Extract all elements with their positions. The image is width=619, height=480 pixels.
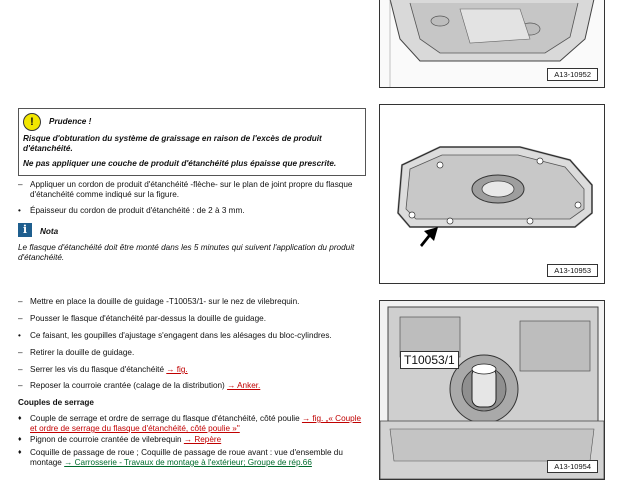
figure-label-top: A13-10952 [547, 68, 598, 81]
figure-a13-10953 [379, 104, 605, 284]
link-fig[interactable]: → fig. [166, 365, 188, 374]
link-carrosserie[interactable]: → Carrosserie - Travaux de montage à l'extérieur; Groupe de rép.66 [64, 458, 312, 467]
torque-item-wheelhousing [30, 448, 365, 468]
torque-item-flange-text: Couple de serrage et ordre de serrage du flasque d'étanchéité, côté poulie [30, 414, 300, 423]
nota-text: Le flasque d'étanchéité doit être monté dans les 5 minutes qui suivent l'application du produit d'étanchéité. [18, 243, 355, 262]
tool-label: T10053/1 [400, 351, 459, 369]
torque-heading: Couples de serrage [18, 398, 94, 407]
torque-item-sprocket-text: Pignon de courroie crantée de vilebrequin [30, 435, 182, 444]
step-refit-belt [30, 381, 360, 391]
figure-label-mid: A13-10953 [547, 264, 598, 277]
torque-item-flange [30, 414, 365, 434]
figure-a13-10952 [379, 0, 605, 88]
step-push-flange: – Pousser le flasque d'étanchéité par-dessus la douille de guidage. [30, 314, 360, 324]
figure-label-bot: A13-10954 [547, 460, 598, 473]
caution-box [18, 108, 366, 176]
bead-thickness: • Épaisseur du cordon de produit d'étanchéité : de 2 à 3 mm. [30, 206, 360, 216]
step-guide-sleeve: – Mettre en place la douille de guidage -T10053/1- sur le nez de vilebrequin. [30, 297, 360, 307]
step-dowel-pins: • Ce faisant, les goupilles d'ajustage s'engagent dans les alésages du bloc-cylindres. [30, 331, 360, 341]
warning-icon: ! [23, 113, 41, 131]
caution-text-2: Ne pas appliquer une couche de produit d'étanchéité plus épaisse que prescrite. [23, 159, 337, 168]
step-tighten-text: Serrer les vis du flasque d'étanchéité [30, 365, 165, 374]
sealing-flange-illustration [380, 105, 604, 283]
step-apply-bead: – Appliquer un cordon de produit d'étanchéité -flèche- sur le plan de joint propre du flasque d'étanchéité comme indiqué sur la figure. [30, 180, 360, 200]
step-remove-sleeve: – Retirer la douille de guidage. [30, 348, 360, 358]
torque-item-wheelhousing-text: Coquille de passage de roue ; Coquille de passage de roue avant : vue d'ensemble du montage [30, 448, 343, 467]
caution-title: Prudence ! [49, 117, 92, 126]
engine-block-illustration [380, 301, 604, 479]
figure-a13-10954 [379, 300, 605, 480]
torque-item-sprocket [30, 435, 365, 445]
arrow-marker-icon [418, 225, 440, 247]
step-refit-text: Reposer la courroie crantée (calage de la distribution) [30, 381, 225, 390]
nota-title: Nota [40, 227, 59, 236]
step-tighten-screws [30, 365, 360, 375]
link-repere[interactable]: → Repère [183, 435, 222, 444]
link-anker[interactable]: → Anker. [227, 381, 261, 390]
caution-text-1: Risque d'obturation du système de graissage en raison de l'excès de produit d'étanchéité. [23, 134, 322, 153]
link-fig-torque[interactable]: → fig. „« Couple et ordre de serrage du flasque d'étanchéité, côté poulie »" [30, 414, 362, 433]
info-icon: i [18, 223, 32, 237]
